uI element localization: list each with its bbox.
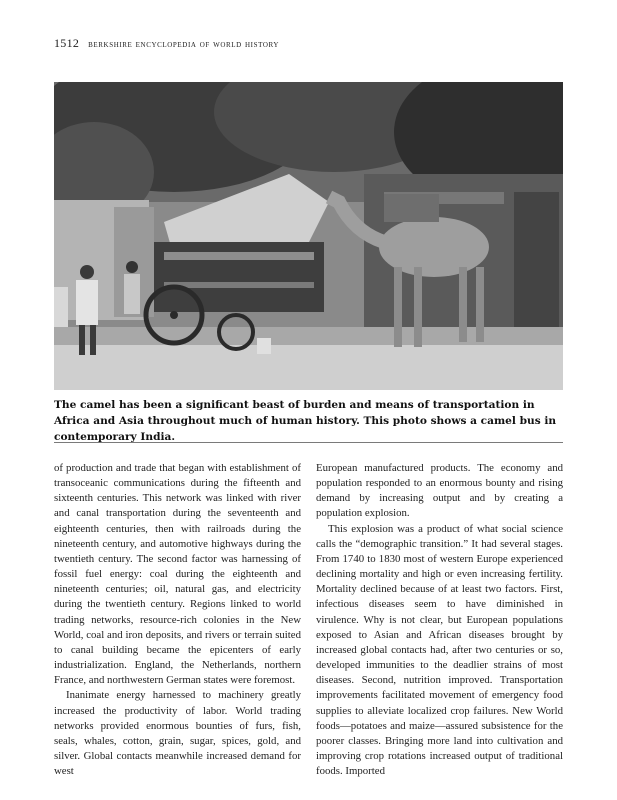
figure-caption: The camel has been a significant beast of burden and means of transportation in Africa and Asia throughout much of human history. This photo shows a camel bus in contemporary India. [54,399,557,443]
left-paragraph-1: of production and trade that began with establishment of transoceanic communications during the fifteenth and sixteenth centuries. This network was linked with river and canal transportation during the seventeenth and eighteenth centuries, then with railroads during the nineteenth century, and automotive highways during the twentieth century. The second factor was harnessing of fossil fuel energy: coal during the eighteenth and nineteenth centuries; oil, natural gas, and electricity during the twentieth century. Regions linked to world trading networks, resource-rich colonies in the New World, coal and iron deposits, and rivers or terrain suited to canal building became the epicenters of early industrialization. England, the Netherlands, northern France, and northwestern German states were foremost. [54,462,301,687]
page-number: 1512 [54,36,80,50]
right-column [316,461,563,779]
caption-divider [54,442,563,443]
left-column [54,461,301,779]
right-paragraph-1: European manufactured products. The economy and population responded to an enormous bounty and rising demand by increasing output and by creating a population explosion. [316,462,563,520]
right-paragraph-2: This explosion was a product of what social science calls the “demographic transition.” It had several stages. From 1740 to 1830 most of western Europe experienced declining mortality and high or even increasing fertility. Mortality declined because of at least two factors. First, infectious diseases seem to have diminished in virulence. Why is not clear, but European populations exposed to Asian and African diseases brought by increased global contacts had, after two centuries or so, developed immunities to the deadlier strains of most diseases. Second, nutrition improved. Transportation improvements facilitated movement of emergency food supplies to alleviate localized crop failures. New World foods—potatoes and maize—assured subsistence for the poorer classes. Bringing more land into cultivation and improving crop rotations increased output of traditional foods. Imported [316,522,563,778]
left-paragraph-2: Inanimate energy harnessed to machinery greatly increased the productivity of labor. World trading networks provided enormous bounties of furs, fish, seals, whales, cotton, grain, sugar, spices, gold, and silver. Global contacts meanwhile increased demand for west [54,689,301,778]
running-head [54,36,279,51]
publication-title: berkshire encyclopedia of world history [88,39,280,50]
camel-bus-photo [54,82,563,390]
